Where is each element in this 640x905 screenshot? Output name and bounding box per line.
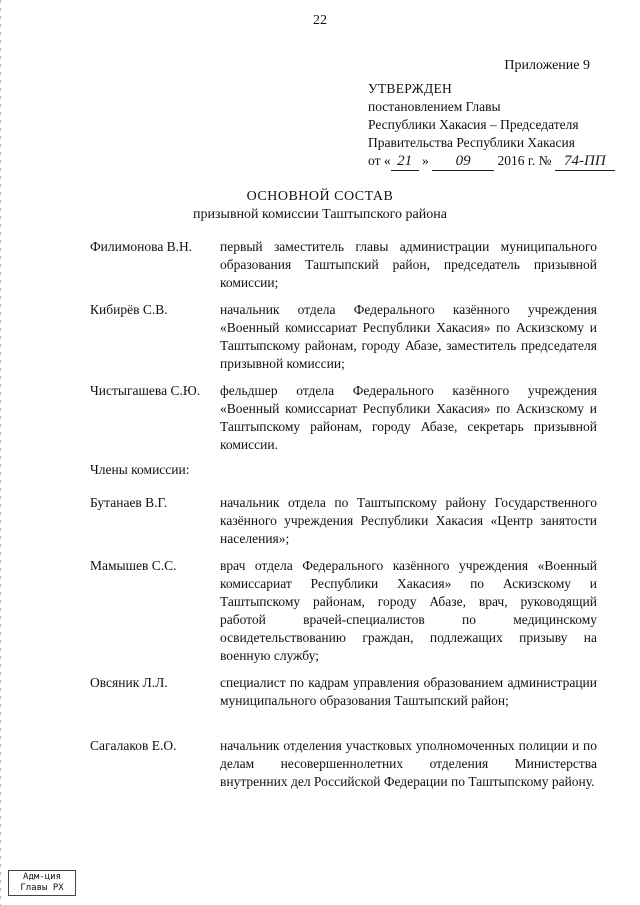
member-role: фельдшер отдела Федерального казённого учреждения «Военный комиссариат Республики Хакасия» по Аскизскому и Таштыпскому районам, городу Абазе, секретарь призывной комиссии. — [220, 383, 597, 452]
approval-block — [368, 80, 615, 171]
member-role: специалист по кадрам управления образованием администрации муниципального образования Таштыпский район; — [220, 675, 597, 708]
approval-title: УТВЕРЖДЕН — [368, 81, 453, 96]
office-stamp — [8, 870, 76, 896]
member-name: Мамышев С.С. — [90, 558, 177, 573]
date-month-handwritten: 09 — [455, 153, 471, 169]
member-role: начальник отделения участковых уполномоченных полиции и по делам несовершеннолетних отделения Министерства внутренних дел Российской Федерации по Таштыпскому району. — [220, 738, 597, 789]
doc-number — [555, 152, 615, 171]
appendix-label: Приложение 9 — [504, 58, 590, 73]
member-role: врач отдела Федерального казённого учреждения «Военный комиссариат Республики Хакасия» по Аскизскому и Таштыпскому районам, городу Абазе, врач, руководящий работой врачей-специалистов по медицинскому освидетельствованию граждан, подлежащих призыву на военную службу; — [220, 558, 597, 663]
member-name: Сагалаков Е.О. — [90, 738, 177, 753]
approval-line-2: Республики Хакасия – Председателя — [368, 117, 579, 132]
approval-date-line — [368, 152, 615, 171]
date-month — [432, 152, 494, 171]
heading-main: ОСНОВНОЙ СОСТАВ — [246, 189, 394, 204]
page-number: 22 — [313, 13, 327, 28]
member-role: начальник отдела по Таштыпскому району Государственного казённого учреждения Республики Хакасия «Центр занятости населения»; — [220, 495, 597, 546]
member-name: Филимонова В.Н. — [90, 239, 193, 254]
member-name: Бутанаев В.Г. — [90, 495, 168, 510]
member-name: Чистыгашева С.Ю. — [90, 383, 201, 398]
stamp-line-2: Главы РХ — [20, 883, 64, 893]
approval-line-3: Правительства Республики Хакасия — [368, 135, 575, 150]
member-name: Овсяник Л.Л. — [90, 675, 168, 690]
approval-line-1: постановлением Главы — [368, 99, 501, 114]
heading-sub: призывной комиссии Таштыпского района — [193, 207, 447, 222]
members-label: Члены комиссии: — [90, 462, 190, 477]
date-year: 2016 г. № — [497, 153, 552, 168]
date-day-handwritten: 21 — [397, 153, 413, 169]
scan-fold-line — [0, 0, 1, 905]
date-prefix: от « — [368, 153, 391, 168]
document-heading — [0, 188, 640, 224]
member-name: Кибирёв С.В. — [90, 302, 168, 317]
date-quote-close: » — [421, 153, 429, 168]
doc-number-handwritten: 74-ПП — [564, 153, 606, 169]
stamp-line-1: Адм-ция — [23, 872, 61, 882]
member-role: первый заместитель главы администрации муниципального образования Таштыпский район, председатель призывной комиссии; — [220, 239, 597, 290]
member-role: начальник отдела Федерального казённого учреждения «Военный комиссариат Республики Хакасия» по Аскизскому и Таштыпскому районам, городу Абазе, заместитель председателя призывной комиссии; — [220, 302, 597, 371]
date-day — [391, 152, 419, 171]
